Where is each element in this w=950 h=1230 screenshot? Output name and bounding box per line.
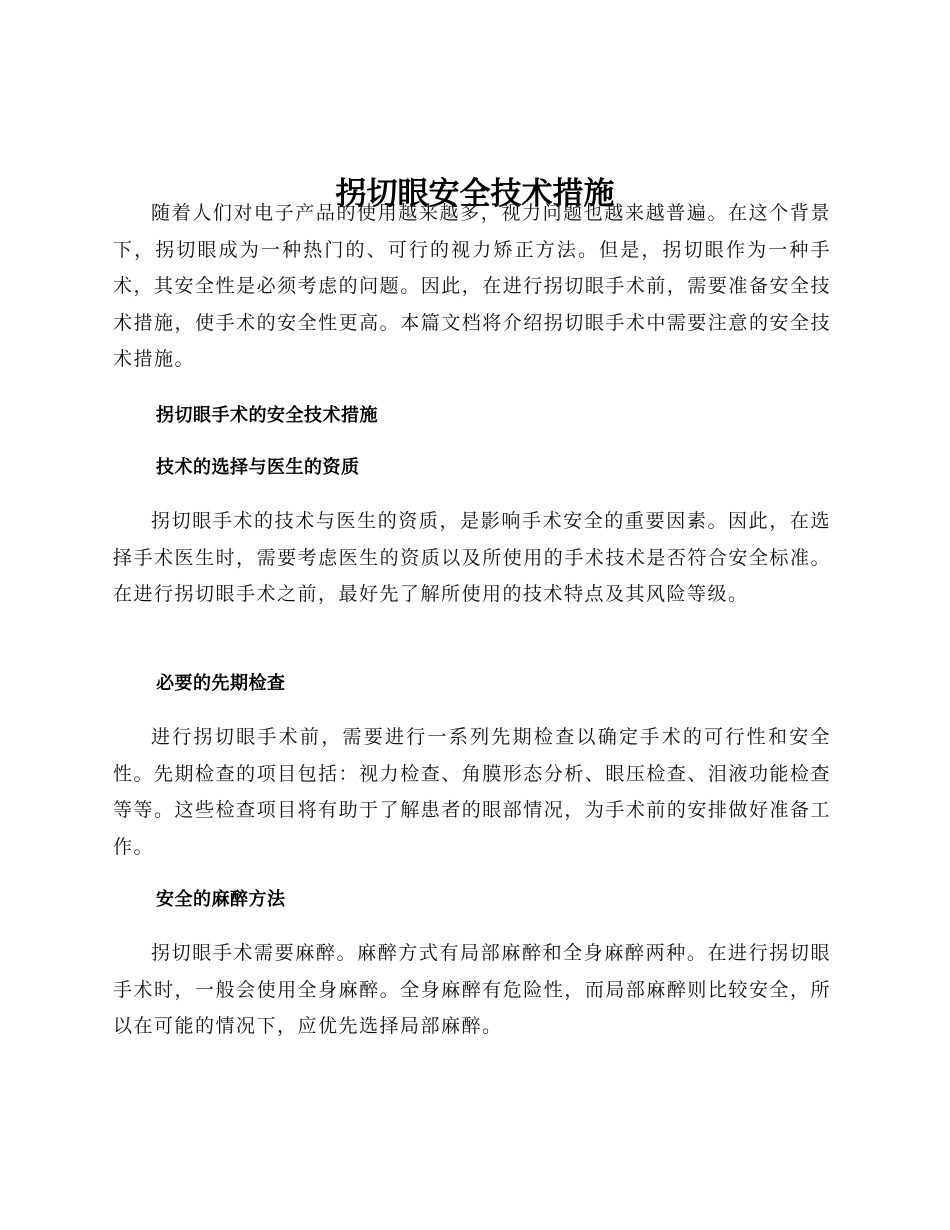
section-heading-technique: 技术的选择与医生的资质 bbox=[156, 457, 360, 478]
section-body-pre-exam: 进行拐切眼手术前，需要进行一系列先期检查以确定手术的可行性和安全性。先期检查的项目包括：视力检查、角膜形态分析、眼压检查、泪液功能检查等等。这些检查项目将有助于了解患者的眼部情况，为手术前的安排做好准备工作。 bbox=[113, 726, 831, 858]
section-heading-pre-exam: 必要的先期检查 bbox=[156, 673, 286, 694]
section-body-technique: 拐切眼手术的技术与医生的资质，是影响手术安全的重要因素。因此，在选择手术医生时，需要考虑医生的资质以及所使用的手术技术是否符合安全标准。在进行拐切眼手术之前，最好先了解所使用的技术特点及其风险等级。 bbox=[113, 510, 831, 605]
document-title: 拐切眼安全技术措施 bbox=[335, 175, 615, 212]
section-heading-anesthesia: 安全的麻醉方法 bbox=[156, 889, 286, 910]
main-section-heading: 拐切眼手术的安全技术措施 bbox=[156, 405, 378, 426]
section-body-anesthesia: 拐切眼手术需要麻醉。麻醉方式有局部麻醉和全身麻醉两种。在进行拐切眼手术时，一般会使用全身麻醉。全身麻醉有危险性，而局部麻醉则比较安全，所以在可能的情况下，应优先选择局部麻醉。 bbox=[113, 942, 831, 1037]
intro-paragraph: 随着人们对电子产品的使用越来越多，视力问题也越来越普遍。在这个背景下，拐切眼成为一种热门的、可行的视力矫正方法。但是，拐切眼作为一种手术，其安全性是必须考虑的问题。因此，在进行拐切眼手术前，需要准备安全技术措施，使手术的安全性更高。本篇文档将介绍拐切眼手术中需要注意的安全技术措施。 bbox=[113, 202, 831, 370]
